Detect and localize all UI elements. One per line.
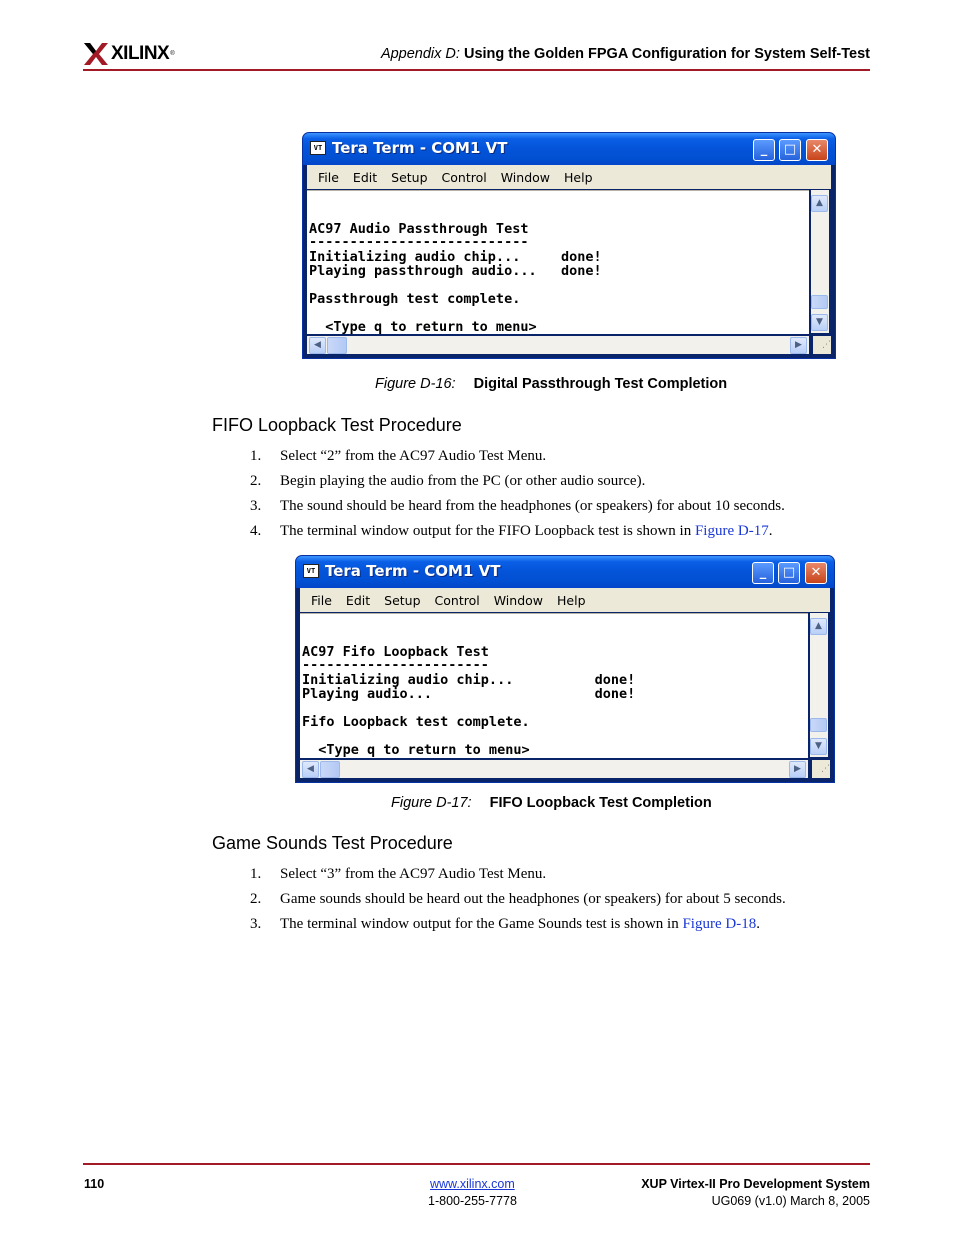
terminal-area[interactable] (307, 190, 809, 334)
menu-file[interactable]: File (311, 592, 332, 608)
step-text: The terminal window output for the FIFO Loopback test is shown in (280, 523, 695, 539)
terminal-area[interactable] (300, 613, 808, 758)
vertical-scrollbar[interactable] (811, 190, 829, 333)
menu-window[interactable]: Window (493, 592, 544, 608)
vertical-scrollbar[interactable] (810, 613, 828, 757)
menu-help[interactable]: Help (557, 592, 586, 608)
scroll-down-icon[interactable]: ▼ (810, 738, 827, 755)
figure-d16-caption (375, 376, 727, 392)
list-item (250, 473, 785, 498)
terminal-line: Fifo Loopback test complete. (302, 714, 530, 730)
logo-text: XILINX (111, 43, 170, 64)
step-text: The sound should be heard from the headphones (or speakers) for about 10 seconds. (280, 498, 785, 514)
header-rule (83, 69, 870, 71)
terminal-line: AC97 Fifo Loopback Test (302, 644, 489, 660)
minimize-button[interactable]: _ (752, 562, 774, 584)
menu-control[interactable]: Control (434, 592, 480, 608)
scroll-down-icon[interactable]: ▼ (811, 314, 828, 331)
terminal-line: Playing passthrough audio... done! (309, 263, 602, 279)
xilinx-x-icon (84, 43, 108, 65)
caption-label: Figure D-17: (391, 795, 472, 811)
close-button[interactable]: ✕ (805, 562, 827, 584)
step-number: 2. (250, 473, 262, 489)
running-header (381, 46, 870, 62)
step-number: 3. (250, 916, 262, 932)
scroll-right-icon[interactable]: ▶ (790, 337, 807, 354)
scroll-thumb[interactable] (811, 295, 828, 309)
website-link[interactable]: www.xilinx.com (430, 1177, 515, 1191)
game-steps-list (250, 866, 786, 941)
list-item (250, 916, 786, 941)
terminal-line: AC97 Audio Passthrough Test (309, 221, 529, 237)
section-heading-game-sounds: Game Sounds Test Procedure (212, 833, 453, 853)
menu-control[interactable]: Control (441, 169, 487, 185)
page-number: 110 (84, 1177, 105, 1191)
terminal-line: <Type q to return to menu> (309, 319, 537, 335)
step-number: 1. (250, 448, 262, 464)
close-button[interactable]: ✕ (806, 139, 828, 161)
horizontal-scrollbar[interactable] (307, 336, 809, 354)
document-id: UG069 (v1.0) March 8, 2005 (711, 1194, 870, 1208)
menu-edit[interactable]: Edit (345, 592, 371, 608)
terminal-line: Initializing audio chip... done! (302, 672, 636, 688)
xilinx-logo (84, 40, 175, 68)
tera-term-window-passthrough (302, 132, 836, 359)
step-text: Select “2” from the AC97 Audio Test Menu. (280, 448, 547, 464)
step-text: The terminal window output for the Game Sounds test is shown in (280, 916, 683, 932)
scroll-right-icon[interactable]: ▶ (789, 761, 806, 778)
figure-d17-caption (391, 795, 712, 811)
scroll-left-icon[interactable]: ◀ (302, 761, 319, 778)
menu-edit[interactable]: Edit (352, 169, 378, 185)
scroll-up-icon[interactable]: ▲ (810, 618, 827, 635)
step-text: Begin playing the audio from the PC (or other audio source). (280, 473, 646, 489)
resize-grip-icon[interactable]: ⋰ (812, 760, 830, 778)
vt-app-icon[interactable]: VT (303, 564, 319, 578)
minimize-button[interactable]: _ (753, 139, 775, 161)
scroll-left-icon[interactable]: ◀ (309, 337, 326, 354)
menu-setup[interactable]: Setup (391, 169, 428, 185)
step-text: Select “3” from the AC97 Audio Test Menu. (280, 866, 547, 882)
fifo-steps-list (250, 448, 785, 548)
appendix-title: Using the Golden FPGA Configuration for System Self-Test (463, 46, 870, 62)
list-item (250, 891, 786, 916)
section-heading-fifo: FIFO Loopback Test Procedure (212, 415, 462, 435)
list-item (250, 523, 785, 548)
footer-rule (83, 1163, 870, 1165)
h-scroll-thumb[interactable] (327, 337, 347, 354)
caption-label: Figure D-16: (375, 376, 456, 392)
caption-title: Digital Passthrough Test Completion (473, 376, 728, 392)
maximize-button[interactable]: □ (778, 562, 800, 584)
horizontal-scrollbar[interactable] (300, 760, 808, 778)
appendix-label: Appendix D: (380, 46, 460, 62)
figure-d18-link[interactable]: Figure D-18 (682, 916, 757, 932)
scroll-up-icon[interactable]: ▲ (811, 195, 828, 212)
maximize-button[interactable]: □ (779, 139, 801, 161)
step-number: 1. (250, 866, 262, 882)
menu-setup[interactable]: Setup (384, 592, 421, 608)
title-bar[interactable] (303, 133, 835, 165)
terminal-line: Playing audio... done! (302, 686, 636, 702)
window-title: Tera Term - COM1 VT (325, 562, 501, 580)
terminal-line: Passthrough test complete. (309, 291, 521, 307)
caption-title: FIFO Loopback Test Completion (489, 795, 712, 811)
menu-help[interactable]: Help (564, 169, 593, 185)
terminal-line: Initializing audio chip... done! (309, 249, 602, 265)
figure-d17-link[interactable]: Figure D-17 (694, 523, 769, 539)
vt-app-icon[interactable]: VT (310, 141, 326, 155)
list-item (250, 498, 785, 523)
terminal-line: ----------------------- (302, 657, 489, 673)
title-bar[interactable] (296, 556, 834, 588)
terminal-line: <Type q to return to menu> (302, 742, 530, 758)
step-text-end: . (768, 523, 773, 539)
menu-bar (300, 588, 830, 612)
step-text-end: . (756, 916, 760, 932)
scroll-thumb[interactable] (810, 718, 827, 732)
step-number: 3. (250, 498, 262, 514)
step-number: 2. (250, 891, 262, 907)
resize-grip-icon[interactable]: ⋰ (813, 336, 831, 354)
step-text: Game sounds should be heard out the headphones (or speakers) for about 5 seconds. (280, 891, 786, 907)
logo-registered-mark: ® (170, 51, 175, 57)
terminal-line: --------------------------- (309, 234, 529, 250)
document-title: XUP Virtex-II Pro Development System (641, 1177, 870, 1191)
phone-number: 1-800-255-7778 (428, 1194, 517, 1208)
tera-term-window-fifo (295, 555, 835, 783)
window-title: Tera Term - COM1 VT (332, 139, 508, 157)
list-item (250, 866, 786, 891)
menu-window[interactable]: Window (500, 169, 551, 185)
menu-file[interactable]: File (318, 169, 339, 185)
step-number: 4. (250, 523, 262, 539)
menu-bar (307, 165, 831, 189)
list-item (250, 448, 785, 473)
h-scroll-thumb[interactable] (320, 761, 340, 778)
